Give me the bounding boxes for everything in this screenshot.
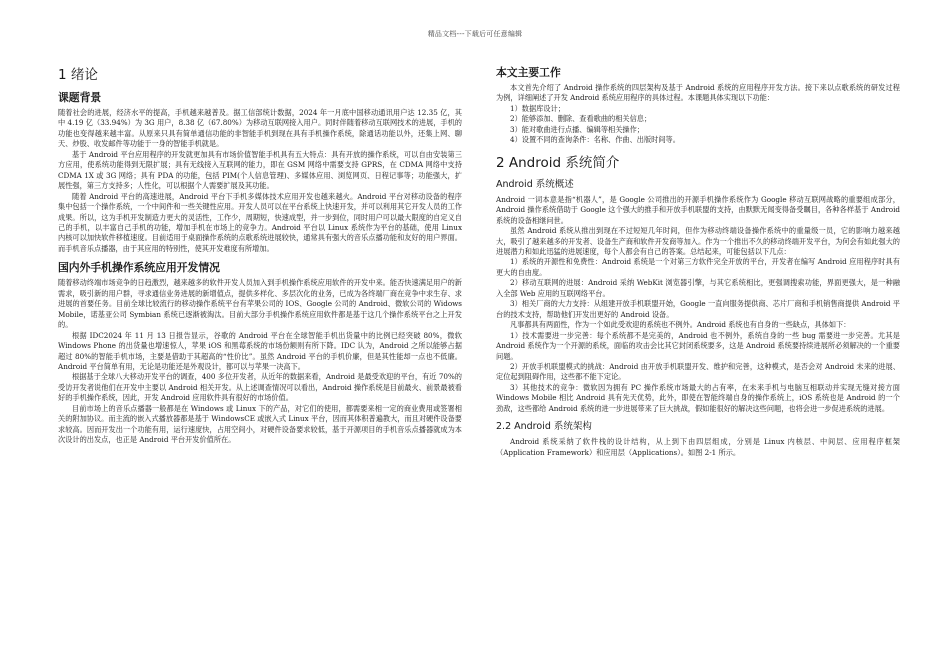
section-2-1-title: Android 系统概述	[496, 178, 574, 190]
section-main-work-title: 本文主要工作	[496, 66, 561, 79]
paragraph-8: 本文首先介绍了 Android 操作系统的四层架构及基于 Android 系统的应用程序开发方法。接下来以点歌系统的研发过程为例，详细阐述了开发 Android 系统应用程序的具体过程。本课题具体实现以下功能：	[496, 83, 900, 103]
right-column	[496, 64, 900, 458]
paragraph-11: 1）系统的开源性和免费性：Android 系统是一个对第三方软件完全开放的平台，开发者在编写 Android 应用程序时具有更大的自由度。	[496, 257, 900, 277]
paragraph-13: 3）相关厂商的大力支持：从组建开放手机联盟开始，Google 一直向服务提供商、芯片厂商和手机销售商提供 Android 平台的技术支持，帮助他们开发出更好的 Android 设备。	[496, 299, 900, 319]
paragraph-14: 凡事都具有两面性，作为一个如此受欢迎的系统也不例外。Android 系统也有自身的一些缺点，具体如下：	[510, 320, 851, 330]
paragraph-9: Android 一词本意是指“机器人”，是 Google 公司推出的开源手机操作系统作为 Google 移动互联网战略的重要组成部分，Android 操作系统借助于 Google 这个强大的推手和开放手机联盟的支持，由默默无闻变得备受瞩目，各种各样基于 Android 系统的设备相继问世。	[496, 194, 900, 225]
paragraph-12: 2）移动互联网的进展：Android 采纳 WebKit 浏览器引擎，与其它系统相比，更强调搜索功能，界面更强大，是一种融入全部 Web 应用的互联网络平台。	[496, 278, 900, 298]
list-item: 4）设置不同的查询条件：名称、作曲、出版时间等。	[510, 135, 680, 145]
chapter-1-title: 1 绪论	[58, 67, 98, 83]
paragraph-16: 2）开放手机联盟模式的挑战：Android 由开放手机联盟开发、维护和完善，这种模式，是否会对 Android 未来的进展、定位起到阻碍作用，这些都不能下定论。	[496, 361, 900, 382]
list-item: 2）能够添加、删除、查看歌曲的相关信息；	[510, 114, 652, 124]
paragraph-10: 虽然 Android 系统从推出到现在不过短短几年时间，但作为移动终端设备操作系统中的重量级一员，它的影响力越来越大，吸引了越来越多的开发者、设备生产商和软件开发商等加入。作为一个推出不久的移动终端开发平台，为何会有如此强大的进展潜力和如此迅猛的进展速度，每个人都会有自己的答案。总结起来，可能包括以下几点：	[496, 226, 900, 256]
paragraph-17: 3）其他技术的竞争：微软因为拥有 PC 操作系统市场最大的占有率，在未来手机与电脑互相联动并实现无缝对接方面 Windows Mobile 相比 Android 具有先天优势，此外，即使在智能终端自身的操作系统上，iOS 系统也是 Android 的一个劲敌，这些都给 Android 系统的进一步进展带来了巨大挑战，假如能很好的解决这些问题，也将会进一步促进系统的进展。	[496, 382, 900, 413]
paragraph-15: 1）技术需要进一步完善：每个系统都不是完美的，Android 也不例外，系统自身的一些 bug 需要进一步完善。尤其是 Android 系统作为一个开源的系统，面临的攻击会比其它封闭系统要多，这是 Android 系统要持续进展所必须解决的一个重要问题。	[496, 330, 900, 361]
section-2-2-title: 2.2 Android 系统架构	[496, 421, 592, 433]
chapter-2-title: 2 Android 系统简介	[496, 154, 620, 171]
paragraph-2: 基于 Android 平台应用程序的开发就更加具有市场价值智能手机具有五大特点：具有开放的操作系统，可以自由安装第三方应用，使系统功能得到无限扩展；具有无线接入互联网的能力，即在 GSM 网络中需要支持 GPRS，在 CDMA 网络中支持 CDMA 1X 或 3G 网络；具有 PDA 的功能，包括 PIM(个人信息管理)、多媒体应用、浏览网页、日程记事等；功能强大，扩展性强，第三方支持多；人性化，可以根据个人需要扩展及其功能。	[58, 149, 462, 191]
section-background-title: 课题背景	[58, 91, 102, 104]
paragraph-7: 目前市场上的音乐点播器一般都是在 Windows 或 Linux 下的产品，对它们的使用，都需要来相一定的商业费用或签署相关的附加协议。而主流的嵌入式播放器都是基于 WindowsCE 或嵌入式 Linux 平台，因而其体积普遍教大，而且对硬件设备要求较高。因而开发出一个功能有用，运行速度快，占用空间小，对硬件设备要求较低，基于开源项目的手机音乐点播器就成为本次设计的出发点，也正是 Android 平台开发价值所在。	[58, 403, 462, 445]
paragraph-5: 根据 IDC2024 年 11 月 13 日报告显示，谷歌的 Android 平台在全球智能手机出货量中的比例已经突破 80%，微软 Windows Phone 的出货量也增速惊人，苹果 iOS 和黑莓系统的市场份额则有所下降。IDC 认为，Android 之所以能够占据超过 80%的智能手机市场，主要是借助于其超高的“性价比”。虽然 Android 平台的手机价廉，但是其性能却一点也不低廉。Android 平台简单有用，无论是功能还是外观设计，都可以与苹果一决高下。	[58, 330, 462, 371]
left-column	[58, 64, 462, 446]
section-dev-status-title: 国内外手机操作系统应用开发情况	[58, 261, 220, 275]
paragraph-6: 根据基于全球八大移动开发平台的调查，400 多位开发者，从近年的数据来看，Android 是最受欢迎的平台，有近 70%的受访开发者说他们在开发中主要以 Android 相关开发。从上述调查情况可以看出，Android 操作系统是目前最火、前景最被看好的手机操作系统，因此，开发 Android 应用软件具有很好的市场价值。	[58, 372, 462, 403]
paragraph-1: 随着社会的进展，经济水平的提高，手机越来越普及。据工信部统计数据，2024 年一月底中国移动通讯用户达 12.35 亿，其中 4.19 亿（33.94%）为 3G 用户，8.38 亿（67.80%）为移动互联网接入用户。同时伴随着移动互联网技术的进展，手机的功能也变得越来越丰富。从原来只具有简单通信功能的非智能手机到现在具有手机操作系统，除通话功能以外，还集上网、聊天、炒股、收发邮件等功能于一身的智能手机就是。	[58, 108, 462, 149]
paragraph-3: 随着 Android 平台的高速进展，Android 平台下手机多媒体技术应用开发也越来越火。Android 平台对移动设备的程序集中包括一个操作系统，一个中间件和一些关键性应用。开发人员可以在平台系统上快速开发，并可以利用其它开发人员的工作成果。所以，这为手机开发制造力更大的灵活性，工作少，周期短，快速成型，并一步到位，同时用户可以最大限度的自定义自己的手机，以丰富自己手机的功能，增加手机在市场上的竞争力。Android 平台以 Linux 系统作为平台的基础，使用 Linux 内核可以加快软件移植速度。目前适用于桌面操作系统的点歌系统进展较快，通常具有强大的音乐点播功能和友好的用户界面。而手机音乐点播器，由于其应用的特别性，使其开发难度有所增加。	[58, 191, 462, 253]
list-item: 1）数据库设计；	[510, 103, 565, 113]
page-header: 精品文档---下载后可任意编辑	[427, 30, 523, 38]
paragraph-4: 随着移动终端市场竞争的日趋激烈，越来越多的软件开发人员加入到手机操作系统应用软件的开发中来。能否快速满足用户的新需求，吸引新的用户群，寻求通信业务进展的新增值点，提供多样化、多层次化的业务，已成为各终端厂商在竞争中求生存、求进展的首要任务。目前全球比较流行的移动操作系统平台有苹果公司的 IOS、Google 公司的 Android、微软公司的 Widows Mobile，诺基亚公司 Symbian 系统已逐渐被淘汰。目前大部分手机操作系统应用软件都是基于这几个操作系统平台之上开发的。	[58, 278, 462, 330]
paragraph-18: Android 系统采纳了软件栈的设计结构，从上到下由四层组成，分别是 Linux 内核层、中间层、应用程序框架（Application Framework）和应用层（Applications）。如图 2-1 所示。	[496, 437, 900, 457]
list-item: 3）能对歌曲进行点播、编辑等相关操作；	[510, 124, 644, 134]
